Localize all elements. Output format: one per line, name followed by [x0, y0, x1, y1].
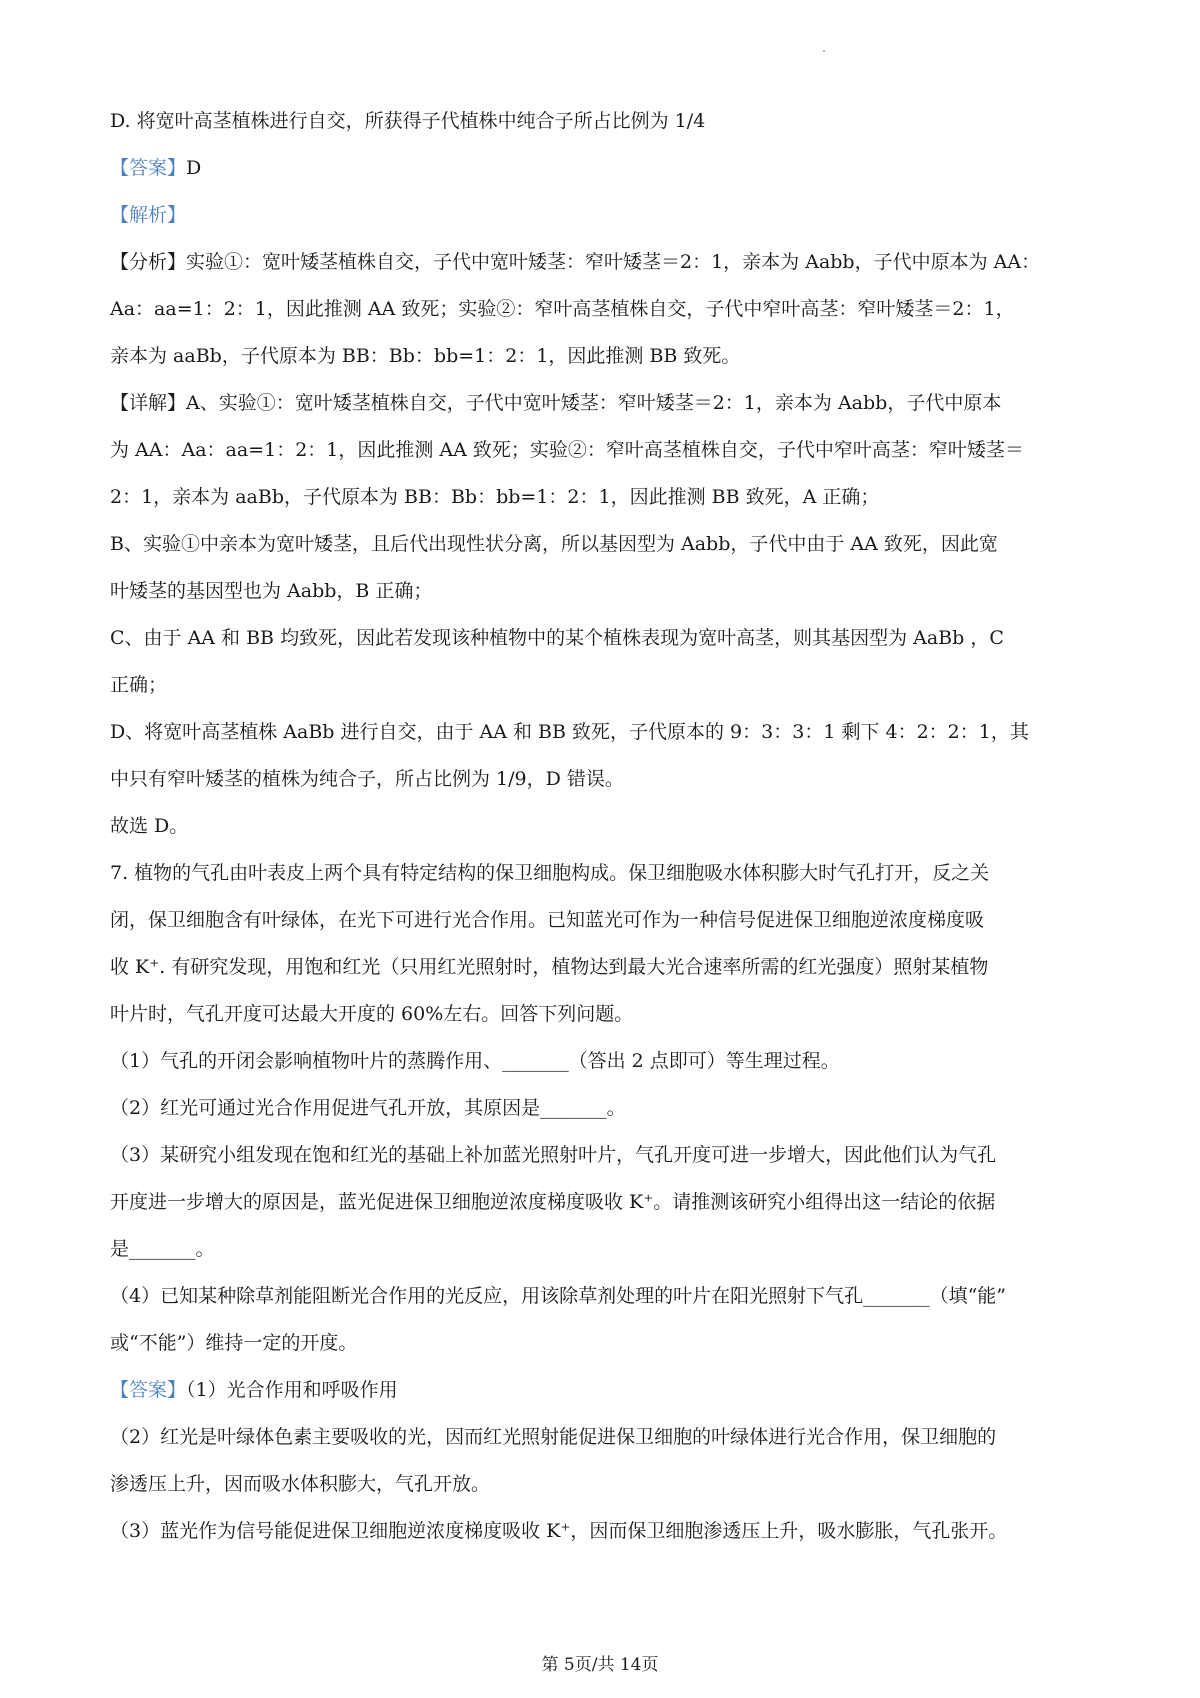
text-line — [110, 850, 1110, 897]
line-text: 故选 D。 — [110, 815, 189, 837]
text-line — [110, 427, 1110, 474]
section-tag: 【答案】 — [110, 157, 187, 179]
text-line — [110, 98, 1110, 145]
line-text: 叶矮茎的基因型也为 Aabb，B 正确； — [110, 580, 433, 602]
line-text: 【分析】实验①：宽叶矮茎植株自交，子代中宽叶矮茎：窄叶矮茎＝2：1，亲本为 Aabb，子代中原本为 AA： — [110, 251, 1041, 273]
text-line — [110, 333, 1110, 380]
text-line — [110, 662, 1110, 709]
line-text: 为 AA：Aa：aa=1：2：1，因此推测 AA 致死；实验②：窄叶高茎植株自交，子代中窄叶高茎：窄叶矮茎＝ — [110, 439, 1024, 461]
line-text: 7. 植物的气孔由叶表皮上两个具有特定结构的保卫细胞构成。保卫细胞吸水体积膨大时气孔打开，反之关 — [110, 862, 990, 884]
text-line — [110, 709, 1110, 756]
text-line — [110, 1367, 1110, 1414]
text-line — [110, 615, 1110, 662]
text-line — [110, 1508, 1110, 1555]
text-line — [110, 944, 1110, 991]
section-tag: 【解析】 — [110, 204, 187, 226]
line-text: Aa：aa=1：2：1，因此推测 AA 致死；实验②：窄叶高茎植株自交，子代中窄叶高茎：窄叶矮茎＝2：1， — [110, 298, 1015, 320]
text-line — [110, 991, 1110, 1038]
text-line — [110, 568, 1110, 615]
text-line — [110, 192, 1110, 239]
line-text: 2：1，亲本为 aaBb，子代原本为 BB：Bb：bb=1：2：1，因此推测 BB 致死，A 正确； — [110, 486, 880, 508]
line-text: 或“不能”）维持一定的开度。 — [110, 1332, 358, 1354]
text-line — [110, 474, 1110, 521]
text-line — [110, 897, 1110, 944]
text-line — [110, 1273, 1110, 1320]
text-line — [110, 1179, 1110, 1226]
line-text: 亲本为 aaBb，子代原本为 BB：Bb：bb=1：2：1，因此推测 BB 致死。 — [110, 345, 741, 367]
text-line — [110, 145, 1110, 192]
line-text: D — [186, 157, 202, 179]
line-text: 开度进一步增大的原因是，蓝光促进保卫细胞逆浓度梯度吸收 K⁺。请推测该研究小组得出这一结论的依据 — [110, 1191, 996, 1213]
line-text: 渗透压上升，因而吸水体积膨大，气孔开放。 — [110, 1473, 491, 1495]
text-line — [110, 1226, 1110, 1273]
page-content — [110, 98, 1110, 1555]
text-line — [110, 1320, 1110, 1367]
line-text: 正确； — [110, 674, 168, 696]
line-text: （2）红光可通过光合作用促进气孔开放，其原因是_______。 — [110, 1097, 626, 1119]
text-line — [110, 286, 1110, 333]
line-text: （3）某研究小组发现在饱和红光的基础上补加蓝光照射叶片，气孔开度可进一步增大，因此他们认为气孔 — [110, 1144, 997, 1166]
text-line — [110, 521, 1110, 568]
line-text: 收 K⁺. 有研究发现，用饱和红光（只用红光照射时，植物达到最大光合速率所需的红光强度）照射某植物 — [110, 956, 989, 978]
scan-speck — [823, 50, 825, 52]
line-text: 是_______。 — [110, 1238, 215, 1260]
text-line — [110, 1461, 1110, 1508]
section-tag: 【答案】 — [110, 1379, 187, 1401]
line-text: D. 将宽叶高茎植株进行自交，所获得子代植株中纯合子所占比例为 1/4 — [110, 110, 706, 132]
line-text: 中只有窄叶矮茎的植株为纯合子，所占比例为 1/9，D 错误。 — [110, 768, 624, 790]
line-text: 闭，保卫细胞含有叶绿体，在光下可进行光合作用。已知蓝光可作为一种信号促进保卫细胞逆浓度梯度吸 — [110, 909, 985, 931]
text-line — [110, 1414, 1110, 1461]
text-line — [110, 380, 1110, 427]
page-footer: 第 5页/共 14页 — [541, 1655, 659, 1675]
line-text: 【详解】A、实验①：宽叶矮茎植株自交，子代中宽叶矮茎：窄叶矮茎＝2：1，亲本为 Aabb，子代中原本 — [110, 392, 1002, 414]
line-text: （1）气孔的开闭会影响植物叶片的蒸腾作用、_______（答出 2 点即可）等生理过程。 — [110, 1050, 840, 1072]
line-text: D、将宽叶高茎植株 AaBb 进行自交，由于 AA 和 BB 致死，子代原本的 9：3：3：1 剩下 4：2：2：1，其 — [110, 721, 1029, 743]
text-line — [110, 1132, 1110, 1179]
line-text: （3）蓝光作为信号能促进保卫细胞逆浓度梯度吸收 K⁺，因而保卫细胞渗透压上升，吸水膨胀，气孔张开。 — [110, 1520, 1008, 1542]
line-text: B、实验①中亲本为宽叶矮茎，且后代出现性状分离，所以基因型为 Aabb，子代中由于 AA 致死，因此宽 — [110, 533, 998, 555]
text-line — [110, 756, 1110, 803]
line-text: （1）光合作用和呼吸作用 — [186, 1379, 398, 1401]
text-line — [110, 1038, 1110, 1085]
text-line — [110, 1085, 1110, 1132]
line-text: （4）已知某种除草剂能阻断光合作用的光反应，用该除草剂处理的叶片在阳光照射下气孔_______（填“能” — [110, 1285, 1007, 1307]
line-text: 叶片时，气孔开度可达最大开度的 60%左右。回答下列问题。 — [110, 1003, 634, 1025]
line-text: C、由于 AA 和 BB 均致死，因此若发现该种植物中的某个植株表现为宽叶高茎，则其基因型为 AaBb ，C — [110, 627, 1004, 649]
text-line — [110, 239, 1110, 286]
text-line — [110, 803, 1110, 850]
line-text: （2）红光是叶绿体色素主要吸收的光，因而红光照射能促进保卫细胞的叶绿体进行光合作用，保卫细胞的 — [110, 1426, 997, 1448]
